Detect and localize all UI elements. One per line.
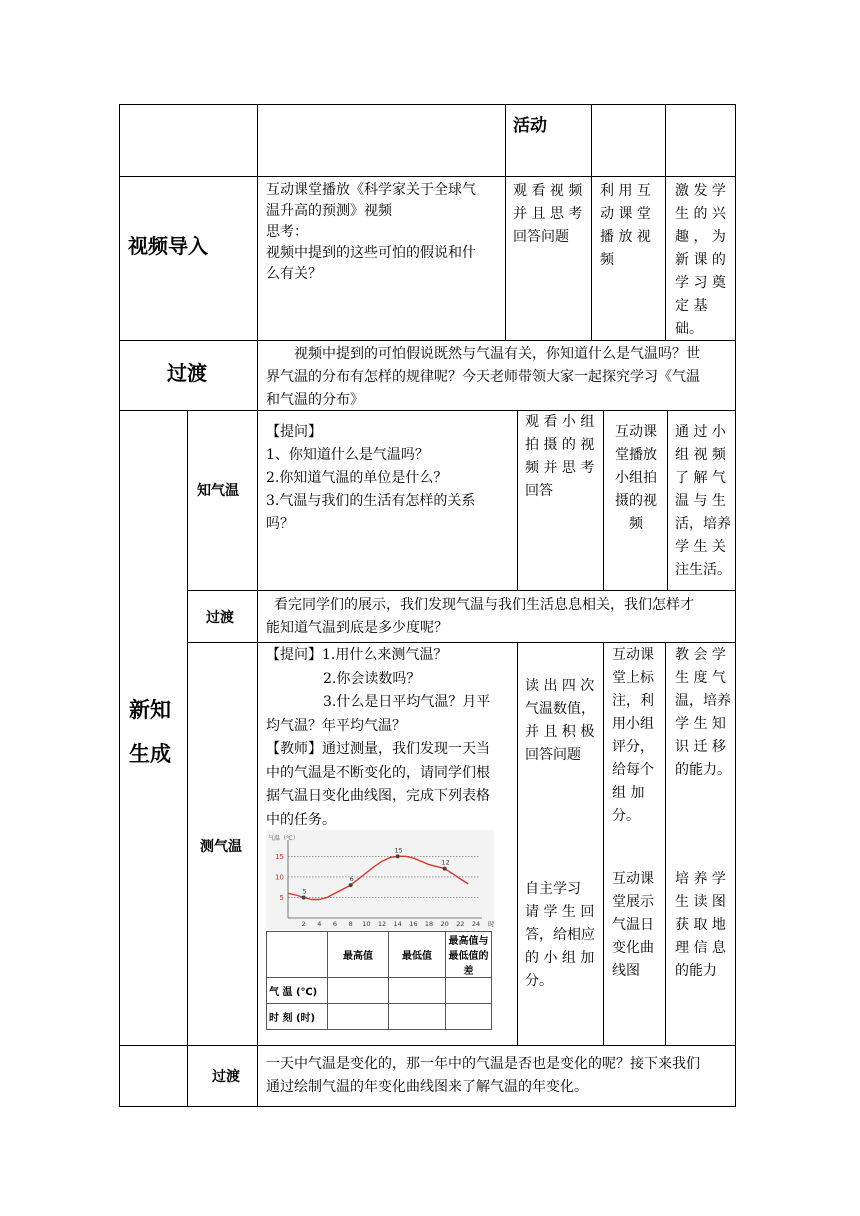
chart-x-unit: 时 [488,920,494,928]
chart-x-tick-label: 16 [409,920,418,928]
task-table-header-max: 最高值 [328,932,389,978]
task-table-row-label: 时 刻 (时) [267,1004,328,1030]
task-table-header-diff: 最高值与最低值的差 [446,932,492,978]
measure-student-activity-1: 读 出 四 次 气温数值， 并 且 积 极 回答问题 [525,678,595,763]
col-divider [603,642,604,1045]
temperature-task-table [266,931,492,1030]
col-divider [187,410,188,1107]
col-divider [257,340,258,410]
chart-point [396,854,400,858]
row-divider [119,340,736,341]
task-table-cell[interactable] [389,978,446,1004]
chart-x-tick-label: 20 [440,920,449,928]
col-divider [517,410,518,590]
chart-x-tick-label: 10 [362,920,371,928]
activity-header: 活动 [513,116,547,136]
video-intro-teacher-activity: 利 用 互 动 课 堂 播 放 视 频 [600,183,651,268]
task-table-row-label: 气 温 (℃) [267,978,328,1004]
col-divider [591,104,592,340]
measure-purpose-1: 教 会 学 生 度 气 温，培养 学 生 知 识 迁 移 的能力。 [675,647,731,778]
daily-temperature-chart [266,830,494,930]
chart-point [443,867,447,871]
chart-y-tick-label: 15 [275,852,284,861]
know-student-activity: 观 看 小 组 拍 摄 的 视 频 并 思 考 回答 [525,414,595,499]
chart-x-tick-label: 22 [456,920,465,928]
chart-x-tick-label: 6 [332,920,338,928]
task-table-cell[interactable] [446,1004,492,1030]
sub-stage-know-temperature: 知气温 [197,483,239,499]
measure-content: 【提问】1.用什么来测气温？ 2.你会读数吗？ 3.什么是日平均气温？月平 均气温？年平均气温？ 【教师】通过测量，我们发现一天当 中的气温是不断变化的，请同学们根 据气温日变化曲线图，完成下列表格 中的任务。 [266,647,491,828]
measure-purpose-2: 培 养 学 生 读 图 获 取 地 理 信 息 的能力 [675,871,726,979]
col-divider [517,642,518,1045]
sub-stage-transition-2: 过渡 [206,610,234,626]
chart-x-tick-label: 2 [301,920,306,928]
task-table-cell[interactable] [328,1004,389,1030]
chart-point-label: 12 [441,858,450,867]
video-intro-content: 互动课堂播放《科学家关于全球气 温升高的预测》视频 思考： 视频中提到的这些可怕的假说和什 么有关？ [266,182,476,282]
chart-x-tick-label: 8 [348,920,353,928]
know-content: 【提问】 1、你知道什么是气温吗？ 2.你知道气温的单位是什么？ 3.气温与我们的生活有怎样的关系 吗？ [266,424,476,532]
measure-student-activity-2: 自主学习 请 学 生 回 答，给相应 的 小 组 加 分。 [525,881,595,989]
col-divider [257,104,258,340]
table-border-bottom [119,1106,736,1107]
chart-x-tick-label: 18 [424,920,434,928]
col-divider [257,410,258,1107]
table-border-top [119,104,736,105]
measure-teacher-activity-1: 互动课 堂上标 注，利 用小组 评分， 给每个 组 加 分。 [612,647,654,824]
stage-new-knowledge: 新知 生成 [129,698,171,766]
row-divider [119,1045,736,1046]
task-table-cell[interactable] [446,978,492,1004]
stage-transition-1: 过渡 [167,361,207,385]
chart-point [302,895,306,899]
chart-x-tick-label: 4 [317,920,322,928]
transition-2-text: 看完同学们的展示，我们发现气温与我们生活息息相关，我们怎样才 能知道气温到底是多少度呢？ [266,597,694,636]
sub-stage-transition-3: 过渡 [212,1069,240,1085]
table-border-left [119,104,120,1107]
task-table-cell[interactable] [328,978,389,1004]
chart-y-tick-label: 10 [275,873,284,882]
chart-y-axis-label: 气温（℃） [268,835,299,842]
stage-video-intro: 视频导入 [128,234,208,258]
task-table-header-blank [267,932,328,978]
know-purpose: 通 过 小 组 视 频 了 解 气 温 与 生 活，培养 学 生 关 注生活。 [675,424,731,578]
measure-teacher-activity-2: 互动课 堂展示 气温日 变化曲 线图 [612,871,654,979]
chart-point-label: 5 [302,887,307,896]
chart-point-label: 15 [394,846,403,855]
chart-point-label: 6 [349,875,354,884]
col-divider [665,104,666,340]
chart-x-tick-label: 14 [393,920,402,928]
row-divider [187,642,736,643]
task-table-cell[interactable] [389,1004,446,1030]
sub-stage-measure-temperature: 测气温 [200,839,242,855]
know-teacher-activity: 互动课 堂播放 小组拍 摄的视 频 [615,424,657,532]
transition-1-text: 视频中提到的可怕假说既然与气温有关，你知道什么是气温吗？世 界气温的分布有怎样的规律呢？今天老师带领大家一起探究学习《气温 和气温的分布》 [266,346,700,408]
chart-background [266,830,494,930]
transition-3-text: 一天中气温是变化的，那一年中的气温是否也是变化的呢？接下来我们 通过绘制气温的年变化曲线图来了解气温的年变化。 [266,1056,700,1095]
col-divider [665,642,666,1045]
col-divider [667,410,668,590]
col-divider [603,410,604,590]
chart-x-tick-label: 12 [377,920,387,928]
row-divider [187,590,736,591]
video-intro-purpose: 激 发 学 生 的 兴 趣 ， 为 新 课 的 学 习 奠 定 基 础。 [675,183,726,337]
chart-y-tick-label: 5 [279,893,284,902]
task-table-header-min: 最低值 [389,932,446,978]
chart-x-tick-label: 24 [471,920,481,928]
video-intro-student-activity: 观 看 视 频 并 且 思 考 回答问题 [513,183,583,245]
row-divider [119,176,736,177]
chart-point [349,883,353,887]
table-border-right [735,104,736,1107]
col-divider [505,104,506,340]
